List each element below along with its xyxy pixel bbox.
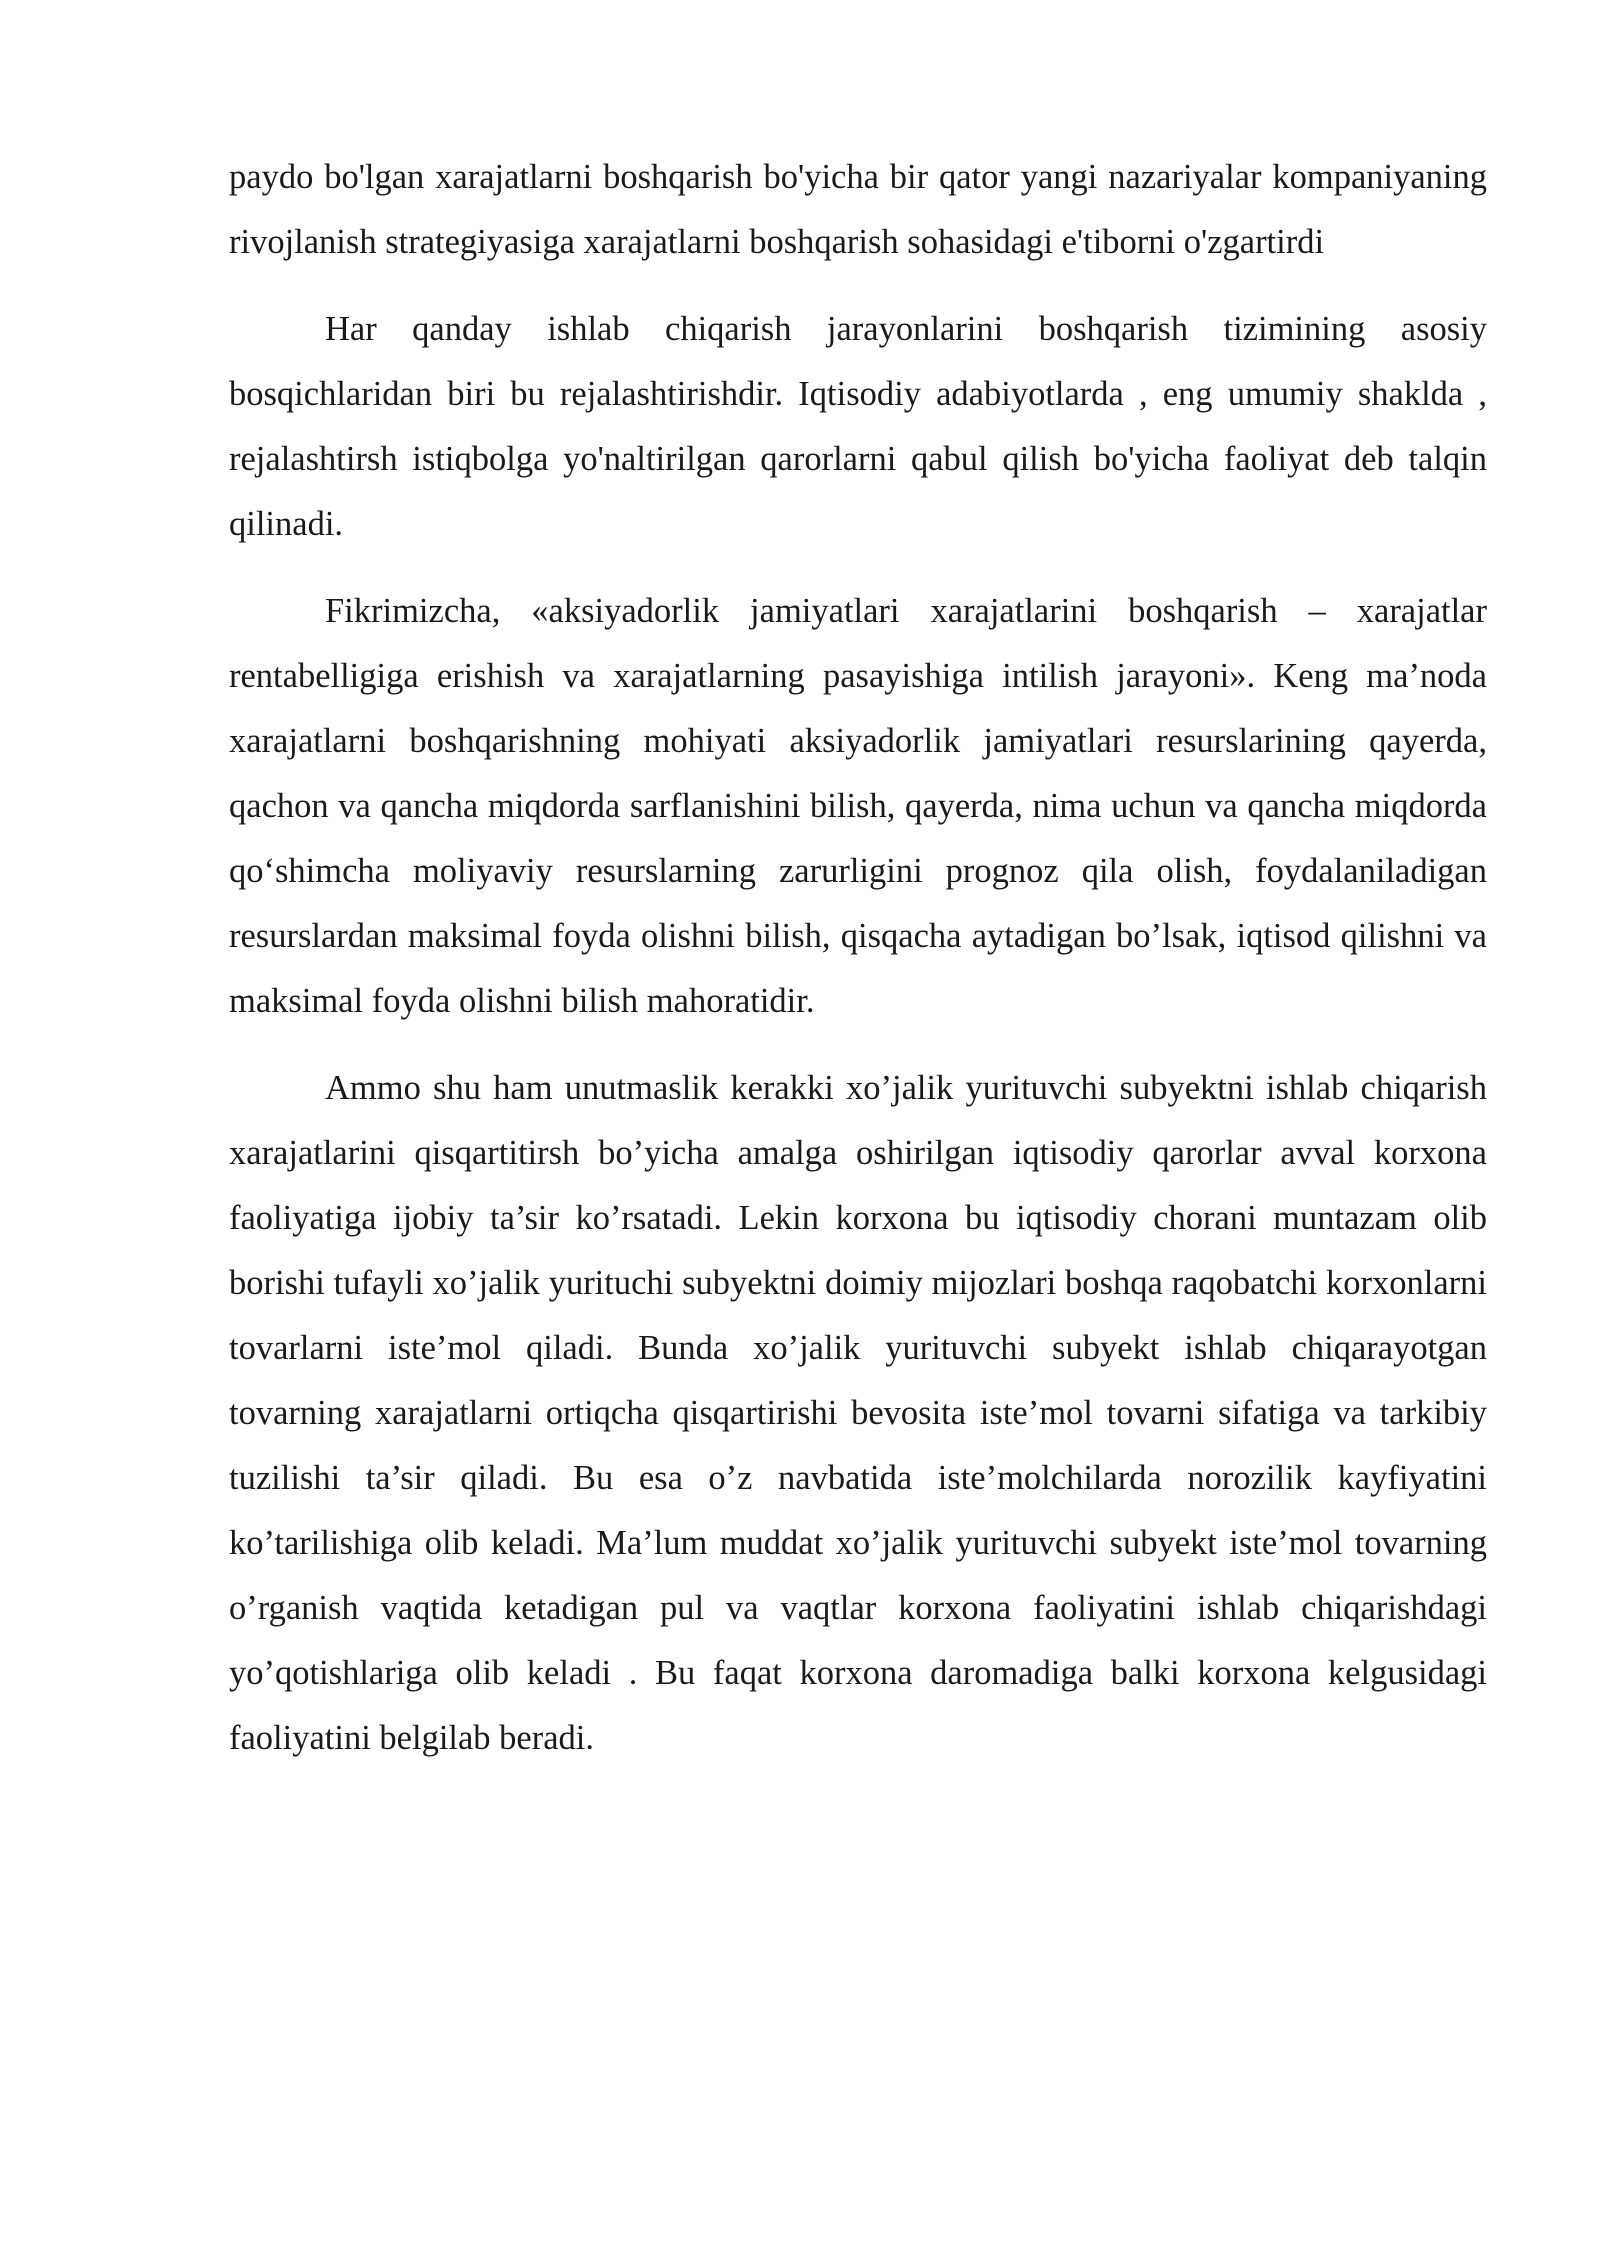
paragraph-cost-reduction-effects: Ammo shu ham unutmaslik kerakki xo’jalik yurituvchi subyektni ishlab chiqarish xarajatlarini qisqartitirsh bo’yicha amalga oshirilgan iqtisodiy qarorlar avval korxona faoliyatiga ijobiy ta’sir ko’rsatadi. Lekin korxona bu iqtisodiy chorani muntazam olib borishi tufayli xo’jalik yurituchi subyektni doimiy mijozlari boshqa raqobatchi korxonlarni tovarlarni iste’mol qiladi. Bunda xo’jalik yurituvchi subyekt ishlab chiqarayotgan tovarning xarajatlarni ortiqcha qisqartirishi bevosita iste’mol tovarni sifatiga va tarkibiy tuzilishi ta’sir qiladi. Bu esa o’z navbatida iste’molchilarda norozilik kayfiyatini ko’tarilishiga olib keladi. Ma’lum muddat xo’jalik yurituvchi subyekt iste’mol tovarning o’rganish vaqtida ketadigan pul va vaqtlar korxona faoliyatini ishlab chiqarishdagi yo’qotishlariga olib keladi . Bu faqat korxona daromadiga balki korxona kelgusidagi faoliyatini belgilab beradi. [229,1069,1487,1757]
paragraph-continuation: paydo bo'lgan xarajatlarni boshqarish bo'yicha bir qator yangi nazariyalar kompaniyaning rivojlanish strategiyasiga xarajatlarni boshqarish sohasidagi e'tiborni o'zgartirdi [229,158,1487,261]
paragraph-planning: Har qanday ishlab chiqarish jarayonlarini boshqarish tizimining asosiy bosqichlaridan biri bu rejalashtirishdir. Iqtisodiy adabiyotlarda , eng umumiy shaklda , rejalashtirsh istiqbolga yo'naltirilgan qarorlarni qabul qilish bo'yicha faoliyat deb talqin qilinadi. [229,310,1487,543]
document-body [229,145,1487,1793]
paragraph-cost-management-definition: Fikrimizcha, «aksiyadorlik jamiyatlari xarajatlarini boshqarish – xarajatlar rentabelligiga erishish va xarajatlarning pasayishiga intilish jarayoni». Keng ma’noda xarajatlarni boshqarishning mohiyati aksiyadorlik jamiyatlari resurslarining qayerda, qachon va qancha miqdorda sarflanishini bilish, qayerda, nima uchun va qancha miqdorda qo‘shimcha moliyaviy resurslarning zarurligini prognoz qila olish, foydalaniladigan resurslardan maksimal foyda olishni bilish, qisqacha aytadigan bo’lsak, iqtisod qilishni va maksimal foyda olishni bilish mahoratidir. [229,592,1487,1020]
